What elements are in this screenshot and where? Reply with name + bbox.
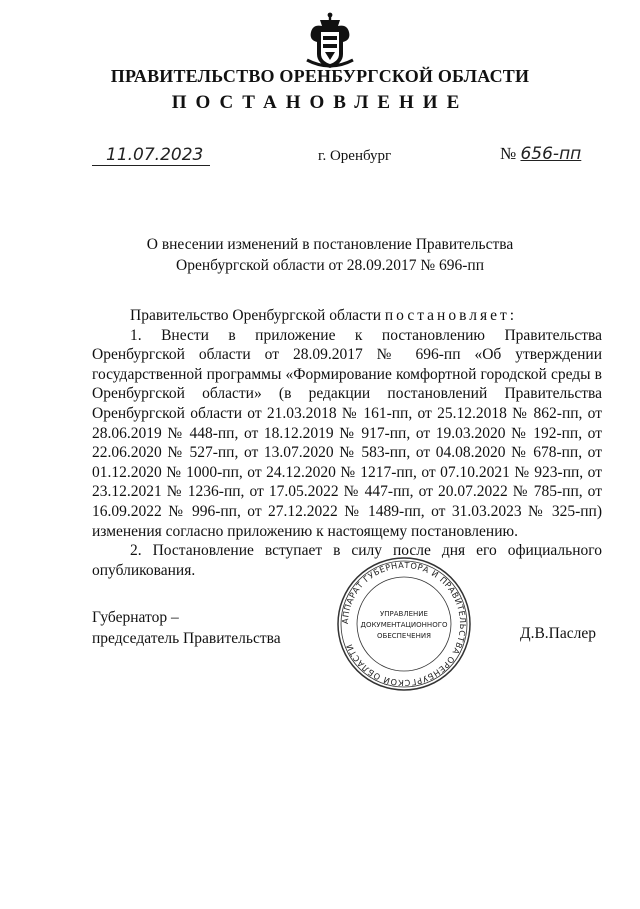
official-stamp <box>336 556 472 692</box>
document-number <box>500 144 581 164</box>
subject-line-2: Оренбургской области от 28.09.2017 № 696-пп <box>176 257 484 274</box>
handwritten-number: 656-пп <box>520 144 582 164</box>
signatory-name: Д.В.Паслер <box>520 625 596 642</box>
signatory-title-line-2: председатель Правительства <box>92 630 281 647</box>
stamp-line-3: ОБЕСПЕЧЕНИЯ <box>377 632 431 640</box>
number-sign: № <box>500 144 517 163</box>
stamp-line-1: УПРАВЛЕНИЕ <box>380 610 428 618</box>
document-subject <box>100 234 560 276</box>
intro-paragraph <box>92 306 602 326</box>
handwritten-date: 11.07.2023 <box>106 145 204 165</box>
stamp-ring-text: АППАРАТ ГУБЕРНАТОРА И ПРАВИТЕЛЬСТВА ОРЕНБУРГСКОЙ ОБЛАСТИ <box>339 559 469 689</box>
organization-title: ПРАВИТЕЛЬСТВО ОРЕНБУРГСКОЙ ОБЛАСТИ <box>110 66 530 86</box>
intro-verb: постановляет: <box>384 307 518 324</box>
subject-line-1: О внесении изменений в постановление Правительства <box>146 236 514 253</box>
paragraph-1: 1. Внести в приложение к постановлению Правительства Оренбургской области от 28.09.2017 № 696-пп «Об утверждении государственной программы «Формирование комфортной городской среды в Оренбургской области» (в редакции постановлений Правительства Оренбургской области от 21.03.2018 № 161-пп, от 25.12.2018 № 862-пп, от 28.06.2019 № 448-пп, от 18.12.2019 № 917-пп, от 19.03.2020 № 192-пп, от 22.06.2020 № 527-пп, от 13.07.2020 № 583-пп, от 04.08.2020 № 678-пп, от 01.12.2020 № 1000-пп, от 24.12.2020 № 1217-пп, от 07.10.2021 № 923-пп, от 23.12.2021 № 1236-пп, от 17.05.2022 № 447-пп, от 20.07.2022 № 785-пп, от 16.09.2022 № 996-пп, от 27.12.2022 № 1489-пп, от 31.03.2023 № 325-пп) изменения согласно приложению к настоящему постановлению. <box>92 326 602 540</box>
document-date <box>92 145 210 166</box>
stamp-line-2: ДОКУМЕНТАЦИОННОГО <box>360 621 448 629</box>
document-body <box>92 306 602 580</box>
city: г. Оренбург <box>318 148 392 164</box>
intro-text: Правительство Оренбургской области <box>130 307 382 324</box>
document-type: ПОСТАНОВЛЕНИЕ <box>171 92 469 113</box>
signatory-title-line-1: Губернатор – <box>92 609 179 626</box>
paragraph-2: 2. Постановление вступает в силу после дня его официального опубликования. <box>92 542 602 579</box>
signatory-title <box>92 607 281 649</box>
coat-of-arms-icon <box>299 10 361 72</box>
